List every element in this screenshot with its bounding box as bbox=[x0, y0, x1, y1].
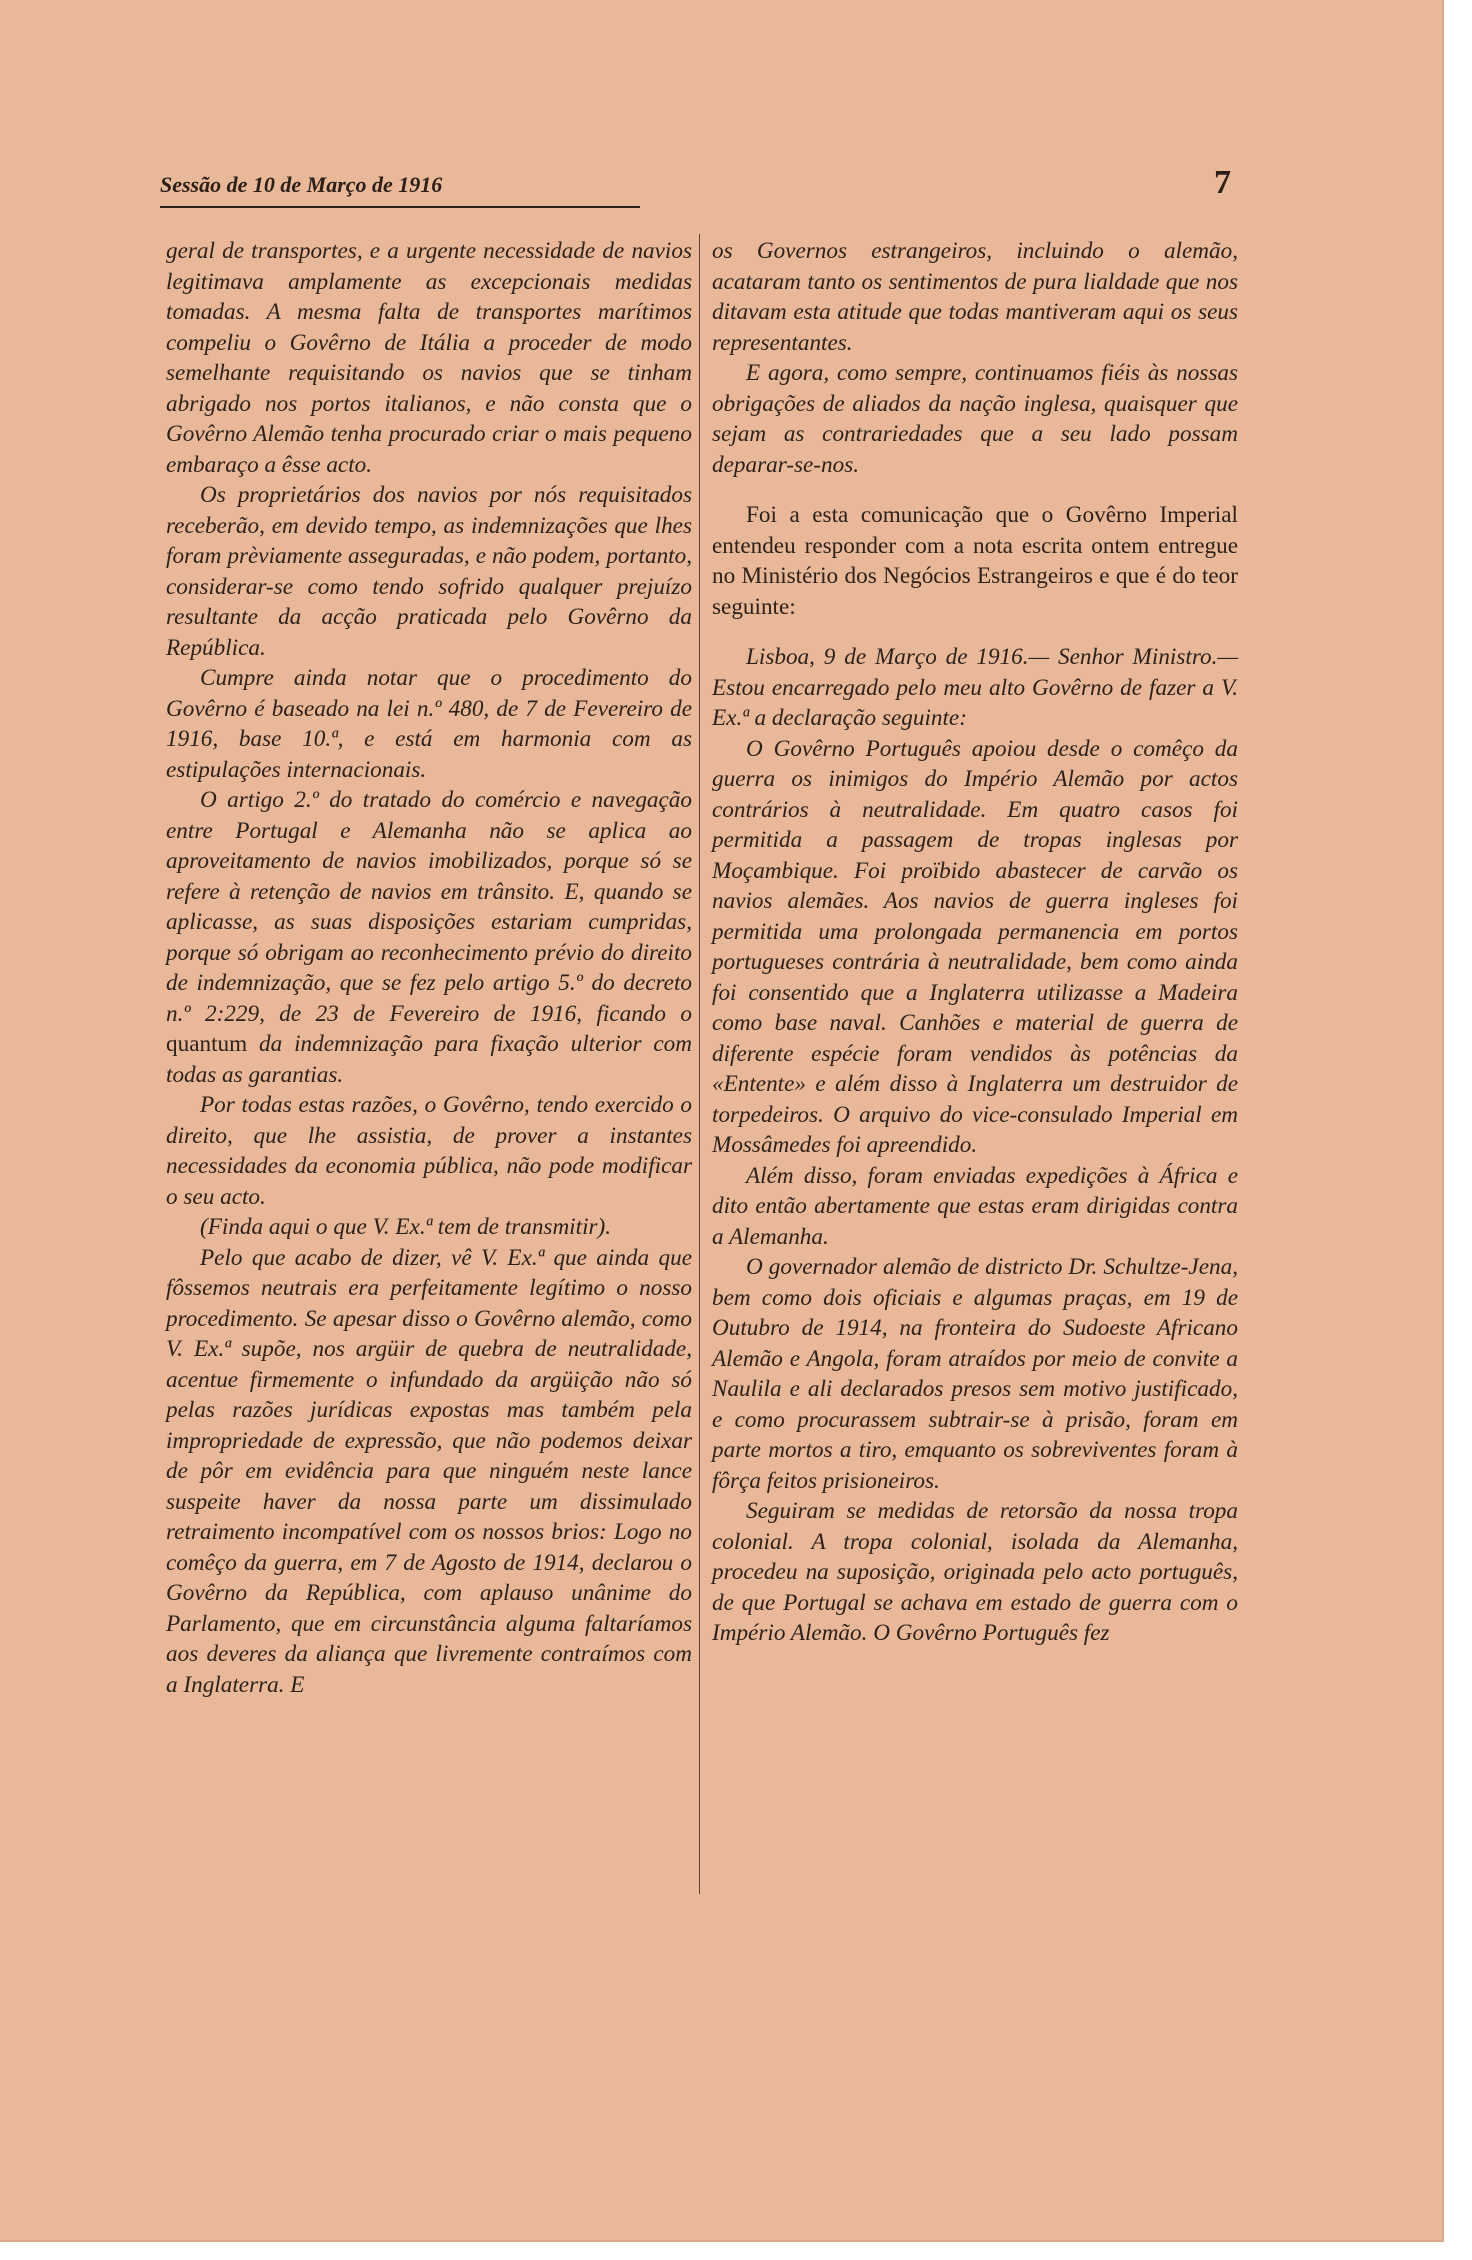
paragraph: E agora, como sempre, continuamos fiéis às nossas obrigações de aliados da nação inglesa, quaisquer que sejam as contrariedades que a seu lado possam deparar-se-nos. bbox=[712, 360, 1238, 478]
german-note bbox=[712, 642, 1238, 1649]
paragraph: os Governos estrangeiros, incluindo o alemão, acataram tanto os sentimentos de pura lialdade que nos ditavam esta atitude que todas mantiveram aqui os seus representantes. bbox=[712, 238, 1238, 356]
paragraph: Foi a esta comunicação que o Govêrno Imperial entendeu responder com a nota escrita ontem entregue no Ministério dos Negócios Estrangeiros e que é do teor seguinte: bbox=[712, 502, 1238, 620]
paragraph: Além disso, foram enviadas expedições à África e dito então abertamente que estas eram dirigidas contra a Alemanha. bbox=[712, 1162, 1238, 1250]
paragraph bbox=[166, 785, 692, 1090]
paragraph: Cumpre ainda notar que o procedimento do Govêrno é baseado na lei n.º 480, de 7 de Fevereiro de 1916, base 10.ª, e está em harmonia com as estipulações internacionais. bbox=[166, 665, 692, 783]
paragraph: geral de transportes, e a urgente necessidade de navios legitimava amplamente as excepcionais medidas tomadas. A mesma falta de transportes marítimos compeliu o Govêrno de Itália a proceder de modo semelhante requisitando os navios que se tinham abrigado nos portos italianos, e não consta que o Govêrno Alemão tenha procurado criar o mais pequeno embaraço a êsse acto. bbox=[166, 238, 692, 478]
paragraph: Pelo que acabo de dizer, vê V. Ex.ª que ainda que fôssemos neutrais era perfeitamente legítimo o nosso procedimento. Se apesar disso o Govêrno alemão, como V. Ex.ª supõe, nos argüir de quebra de neutralidade, acentue firmemente o infundado da argüição não só pelas razões jurídicas expostas mas também pela impropriedade de expressão, que não podemos deixar de pôr em evidência para que ninguém neste lance suspeite haver da nossa parte um dissimulado retraimento incompatível com os nossos brios: Logo no comêço da guerra, em 7 de Agosto de 1914, declarou o Govêrno da República, com aplauso unânime do Parlamento, que em circunstância alguma faltaríamos aos deveres da aliança que livremente contraímos com a Inglaterra. E bbox=[166, 1244, 692, 1698]
text-run: O artigo 2.º do tratado do comércio e navegação entre Portugal e Alemanha não se aplica ao aproveitamento de navios imobilizados, porque só se refere à retenção de navios em trânsito. E, quando se aplicasse, as suas disposições estariam cumpridas, porque só obrigam ao reconhecimento prévio do direito de indemnização, que se fez pelo artigo 5.º do decreto n.º 2:229, de 23 de Fevereiro de 1916, ficando o bbox=[166, 787, 692, 1027]
quoted-instructions-end bbox=[712, 236, 1238, 480]
text-run: da indemnização para fixação ulterior com todas as garantias. bbox=[166, 1031, 692, 1088]
paragraph: Por todas estas razões, o Govêrno, tendo exercido o direito, que lhe assistia, de prover a instantes necessidades da economia pública, não pode modificar o seu acto. bbox=[166, 1092, 692, 1210]
left-column bbox=[166, 236, 692, 1700]
paragraph: Os proprietários dos navios por nós requisitados receberão, em devido tempo, as indemnizações que lhes foram prèviamente asseguradas, e não podem, portanto, considerar-se como tendo sofrido qualquer prejuízo resultante da acção praticada pelo Govêrno da República. bbox=[166, 482, 692, 661]
column-divider bbox=[699, 234, 700, 1894]
right-column bbox=[712, 236, 1238, 1649]
paragraph: Seguiram se medidas de retorsão da nossa tropa colonial. A tropa colonial, isolada da Alemanha, procedeu na suposição, originada pelo acto português, de que Portugal se achava em estado de guerra com o Império Alemão. O Govêrno Português fez bbox=[712, 1498, 1238, 1646]
page-number: 7 bbox=[1214, 164, 1231, 201]
paragraph: Lisboa, 9 de Março de 1916.— Senhor Ministro.— Estou encarregado pelo meu alto Govêrno de fazer a V. Ex.ª a declaração seguinte: bbox=[712, 644, 1238, 731]
latin-term: quantum bbox=[166, 1031, 248, 1057]
paragraph: (Finda aqui o que V. Ex.ª tem de transmitir). bbox=[200, 1214, 612, 1240]
session-header: Sessão de 10 de Março de 1916 bbox=[160, 172, 443, 197]
paragraph: O governador alemão de districto Dr. Schultze-Jena, bem como dois oficiais e algumas praças, em 19 de Outubro de 1914, na fronteira do Sudoeste Africano Alemão e Angola, foram atraídos por meio de convite a Naulila e ali declarados presos sem motivo justificado, e como procurassem subtrair-se à prisão, foram em parte mortos a tiro, emquanto os sobreviventes foram à fôrça feitos prisioneiros. bbox=[712, 1254, 1238, 1494]
header-rule bbox=[160, 206, 640, 208]
paragraph: O Govêrno Português apoiou desde o comêço da guerra os inimigos do Império Alemão por actos contrários à neutralidade. Em quatro casos foi permitida a passagem de tropas inglesas por Moçambique. Foi proïbido abastecer de carvão os navios alemães. Aos navios de guerra ingleses foi permitida uma prolongada permanencia em portos portugueses contrária à neutralidade, bem como ainda foi consentido que a Inglaterra utilizasse a Madeira como base naval. Canhões e material de guerra de diferente espécie foram vendidos às potências da «Entente» e além disso à Inglaterra um destruidor de torpedeiros. O arquivo do vice-consulado Imperial em Mossâmedes foi apreendido. bbox=[712, 735, 1238, 1158]
